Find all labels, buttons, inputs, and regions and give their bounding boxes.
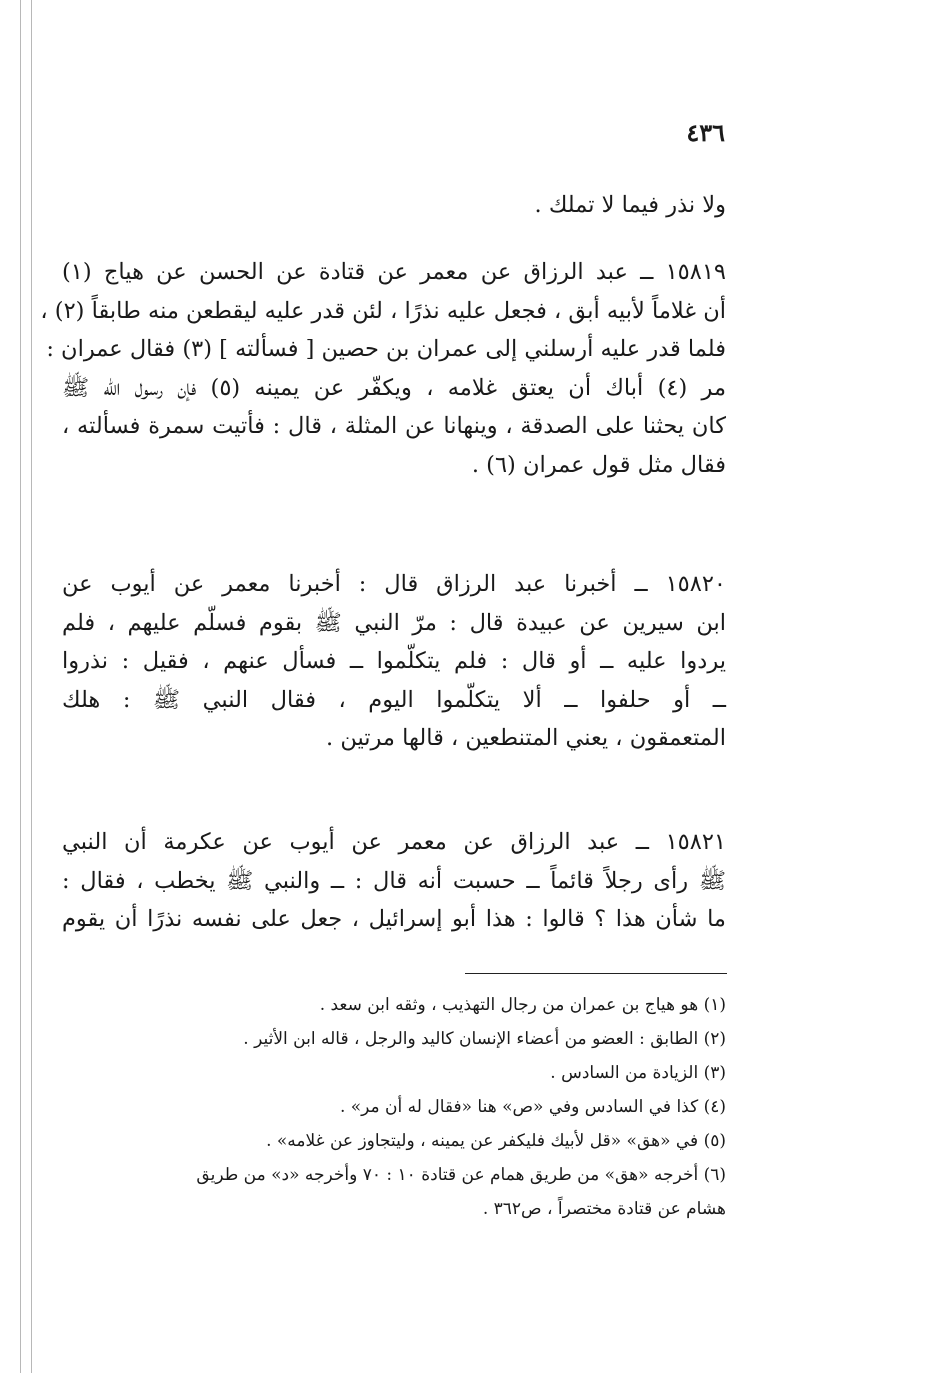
opening-line <box>62 186 726 225</box>
text-line: فقال مثل قول عمران (٦) . <box>471 451 726 478</box>
text-line: ١٥٨١٩ ــ عبد الرزاق عن معمر عن قتادة عن الحسن عن هياج (١) <box>62 259 726 285</box>
hadith-15819 <box>40 253 727 484</box>
footnote: هشام عن قتادة مختصراً ، ص٣٦٢ . <box>482 1199 726 1219</box>
footnote: (٥) في «هق» «قل لأبيك فليكفر عن يمينه ، وليتجاوز عن غلامه» . <box>266 1131 726 1151</box>
text-line: مر (٤) أباك أن يعتق غلامه ، ويكفّر عن يمينه (٥) فإن رسول الله ﷺ <box>62 374 727 401</box>
footnote: (٣) الزيادة من السادس . <box>550 1063 726 1083</box>
text-line: يردوا عليه ــ أو قال : فلم يتكلّموا ــ فسأل عنهم ، فقيل : نذروا <box>62 648 726 674</box>
text-line: ١٥٨٢٠ ــ أخبرنا عبد الرزاق قال : أخبرنا معمر عن أيوب عن <box>62 571 726 597</box>
text-line: كان يحثنا على الصدقة ، وينهانا عن المثلة ، قال : فأتيت سمرة فسألته ، <box>62 413 726 439</box>
text-line: ولا نذر فيما لا تملك . <box>534 192 726 218</box>
footnote: (٤) كذا في السادس وفي «ص» هنا «فقال له أن مر» . <box>339 1097 726 1117</box>
binding-line <box>20 0 21 1373</box>
text-line: ما شأن هذا ؟ قالوا : هذا أبو إسرائيل ، جعل على نفسه نذرًا أن يقوم <box>62 906 726 932</box>
footnote-separator <box>465 973 727 974</box>
text-line: ١٥٨٢١ ــ عبد الرزاق عن معمر عن أيوب عن عكرمة أن النبي <box>62 829 726 855</box>
binding-line <box>31 0 32 1373</box>
footnotes <box>62 988 726 1226</box>
text-line: أن غلاماً لأبيه أبق ، فجعل عليه نذرًا ، لئن قدر عليه ليقطعن منه طابقاً (٢) ، <box>40 297 726 324</box>
footnote: (٦) أخرجه «هق» من طريق همام عن قتادة ١٠ : ٧٠ وأخرجه «د» من طريق <box>196 1165 726 1185</box>
text-line: المتعمقون ، يعني المتنطعين ، قالها مرتين . <box>326 725 726 751</box>
text-line: ــ أو حلفوا ــ ألا يتكلّموا اليوم ، فقال النبي ﷺ : هلك <box>62 686 726 713</box>
footnote: (١) هو هياج بن عمران من رجال التهذيب ، وثقه ابن سعد . <box>319 995 726 1015</box>
text-line: فلما قدر عليه أرسلني إلى عمران بن حصين [ فسألته ] (٣) فقال عمران : <box>46 336 726 362</box>
text-line: ابن سيرين عن عبيدة قال : مرّ النبي ﷺ بقوم فسلّم عليهم ، فلم <box>62 609 726 636</box>
page-number: ٤٣٦ <box>686 118 725 147</box>
hadith-15821 <box>62 823 726 939</box>
text-line: ﷺ رأى رجلاً قائماً ــ حسبت أنه قال : ــ والنبي ﷺ يخطب ، فقال : <box>62 867 726 894</box>
footnote: (٢) الطابق : العضو من أعضاء الإنسان كاليد والرجل ، قاله ابن الأثير . <box>243 1029 726 1049</box>
hadith-15820 <box>62 565 726 758</box>
